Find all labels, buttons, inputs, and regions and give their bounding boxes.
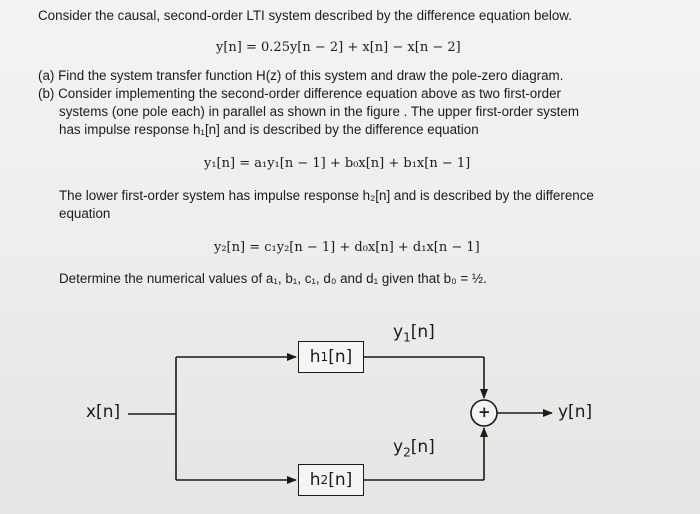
y1-signal-label: $y_1[n]$ — [393, 322, 435, 345]
main-equation: y[n] = 0.25y[n − 2] + x[n] − x[n − 2] — [216, 40, 461, 55]
part-b-line-1: (b) Consider implementing the second-order difference equation above as two first-order — [38, 86, 562, 101]
h2-block: h 2 [n] — [298, 464, 364, 496]
lower-system-line-2: equation — [59, 206, 111, 221]
part-a-text: (a) Find the system transfer function H(z) of this system and draw the pole-zero diagram. — [38, 68, 564, 83]
lower-system-line-1: The lower first-order system has impulse response h₂[n] and is described by the difference — [59, 188, 594, 203]
determine-instruction: Determine the numerical values of a₁, b₁, c₁, d₀ and d₁ given that b₀ = ½. — [59, 271, 487, 286]
y2-signal-label: $y_2[n]$ — [393, 437, 435, 460]
upper-system-equation: y₁[n] = a₁y₁[n − 1] + b₀x[n] + b₁x[n − 1] — [204, 156, 471, 171]
lower-system-equation: y₂[n] = c₁y₂[n − 1] + d₀x[n] + d₁x[n − 1] — [214, 240, 480, 255]
output-label: y[n] — [558, 402, 593, 422]
h1-block: h 1 [n] — [298, 341, 364, 373]
part-b-line-2: systems (one pole each) in parallel as shown in the figure . The upper first-order system — [59, 104, 579, 119]
problem-intro: Consider the causal, second-order LTI system described by the difference equation below. — [38, 8, 572, 23]
part-b-line-3: has impulse response h₁[n] and is described by the difference equation — [59, 122, 479, 137]
input-label: x[n] — [86, 402, 121, 422]
adder-plus-sign: + — [478, 403, 491, 421]
